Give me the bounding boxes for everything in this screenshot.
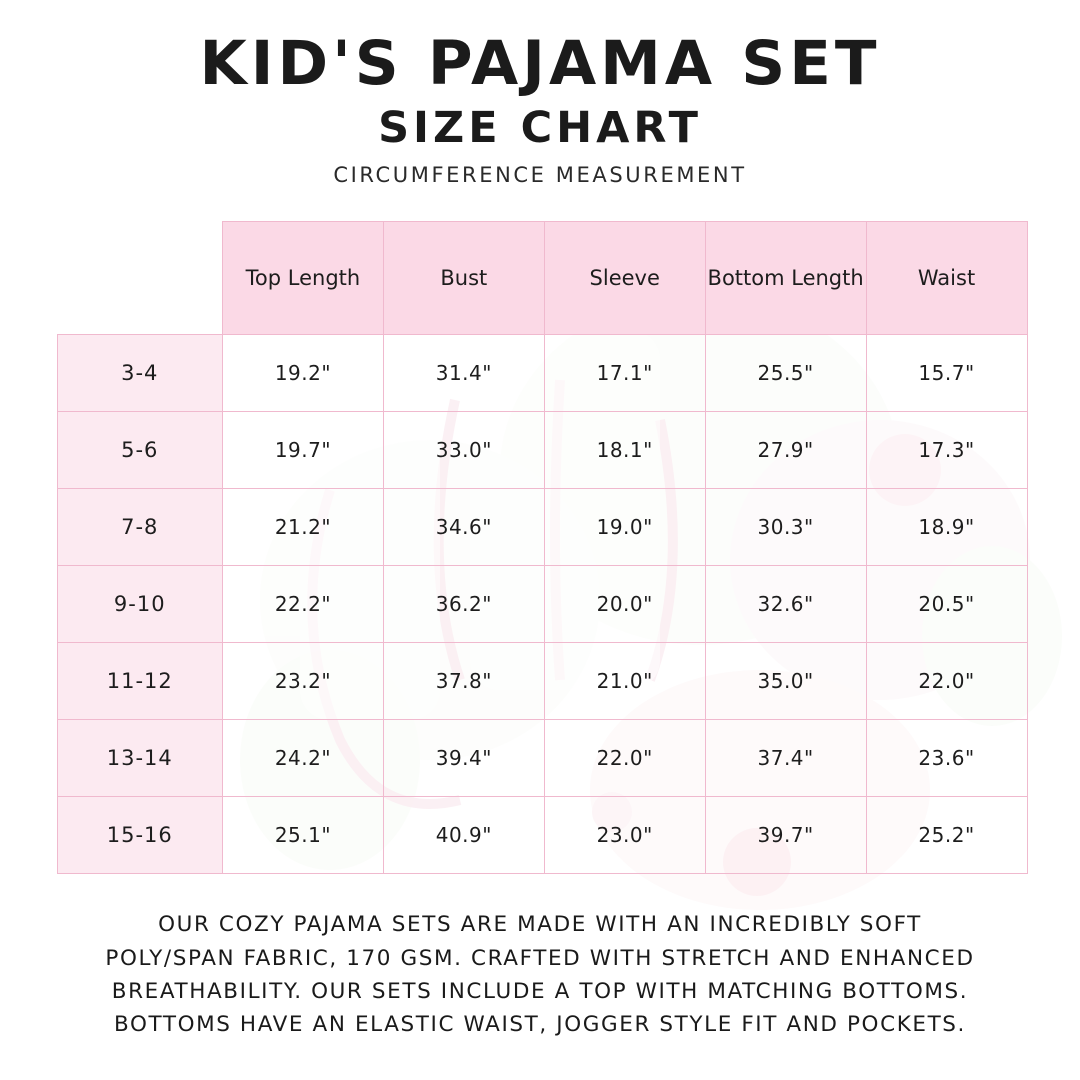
cell-bust: 33.0" (383, 412, 544, 489)
table-header-row (57, 222, 1027, 335)
cell-sleeve: 17.1" (544, 335, 705, 412)
column-header-bottom-length: Bottom Length (705, 222, 866, 335)
table-row (57, 566, 1027, 643)
cell-top-length: 19.2" (223, 335, 384, 412)
measurement-note: CIRCUMFERENCE MEASUREMENT (333, 163, 747, 188)
cell-sleeve: 22.0" (544, 720, 705, 797)
row-size-label: 13-14 (57, 720, 223, 797)
column-header-bust: Bust (383, 222, 544, 335)
description-line: BREATHABILITY. OUR SETS INCLUDE A TOP WITH MATCHING BOTTOMS. (111, 978, 969, 1004)
table-row (57, 412, 1027, 489)
column-header-waist: Waist (866, 222, 1027, 335)
cell-bust: 37.8" (383, 643, 544, 720)
cell-bottom-length: 27.9" (705, 412, 866, 489)
cell-top-length: 22.2" (223, 566, 384, 643)
size-chart-table (57, 221, 1028, 874)
column-header-top-length: Top Length (223, 222, 384, 335)
row-size-label: 11-12 (57, 643, 223, 720)
row-size-label: 5-6 (57, 412, 223, 489)
cell-bust: 34.6" (383, 489, 544, 566)
table-row (57, 489, 1027, 566)
table-row (57, 720, 1027, 797)
cell-waist: 25.2" (866, 797, 1027, 874)
cell-top-length: 24.2" (223, 720, 384, 797)
description-line: OUR COZY PAJAMA SETS ARE MADE WITH AN INCREDIBLY SOFT (158, 912, 922, 938)
cell-bottom-length: 39.7" (705, 797, 866, 874)
cell-waist: 15.7" (866, 335, 1027, 412)
table-row (57, 643, 1027, 720)
cell-bottom-length: 32.6" (705, 566, 866, 643)
cell-bottom-length: 30.3" (705, 489, 866, 566)
cell-bottom-length: 25.5" (705, 335, 866, 412)
cell-bust: 39.4" (383, 720, 544, 797)
page-title: KID'S PAJAMA SET (199, 28, 881, 99)
cell-waist: 22.0" (866, 643, 1027, 720)
cell-bust: 31.4" (383, 335, 544, 412)
cell-sleeve: 21.0" (544, 643, 705, 720)
cell-sleeve: 19.0" (544, 489, 705, 566)
description-line: POLY/SPAN FABRIC, 170 GSM. CRAFTED WITH STRETCH AND ENHANCED (105, 945, 975, 971)
page-subtitle: SIZE CHART (378, 103, 702, 154)
cell-waist: 18.9" (866, 489, 1027, 566)
fabric-description (30, 908, 1050, 1041)
cell-bust: 40.9" (383, 797, 544, 874)
row-size-label: 3-4 (57, 335, 223, 412)
cell-top-length: 23.2" (223, 643, 384, 720)
cell-sleeve: 18.1" (544, 412, 705, 489)
cell-waist: 20.5" (866, 566, 1027, 643)
column-header-sleeve: Sleeve (544, 222, 705, 335)
cell-sleeve: 20.0" (544, 566, 705, 643)
cell-bottom-length: 35.0" (705, 643, 866, 720)
row-size-label: 15-16 (57, 797, 223, 874)
table-row (57, 797, 1027, 874)
cell-sleeve: 23.0" (544, 797, 705, 874)
row-size-label: 7-8 (57, 489, 223, 566)
table-corner-cell (57, 222, 223, 335)
table-row (57, 335, 1027, 412)
cell-top-length: 19.7" (223, 412, 384, 489)
size-chart-table-wrapper (53, 221, 1028, 874)
cell-waist: 23.6" (866, 720, 1027, 797)
cell-bottom-length: 37.4" (705, 720, 866, 797)
cell-bust: 36.2" (383, 566, 544, 643)
cell-waist: 17.3" (866, 412, 1027, 489)
cell-top-length: 21.2" (223, 489, 384, 566)
row-size-label: 9-10 (57, 566, 223, 643)
description-line: BOTTOMS HAVE AN ELASTIC WAIST, JOGGER STYLE FIT AND POCKETS. (113, 1012, 966, 1038)
cell-top-length: 25.1" (223, 797, 384, 874)
